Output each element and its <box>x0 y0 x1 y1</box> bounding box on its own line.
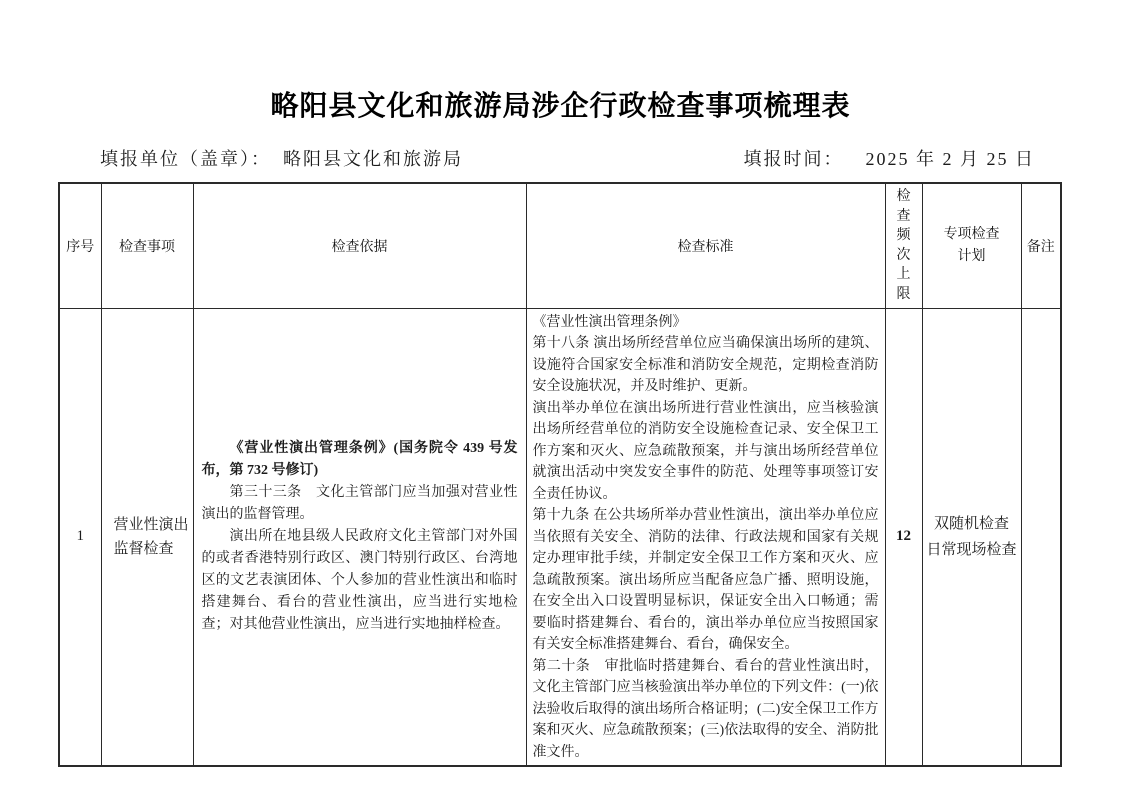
table-header-row <box>59 183 1061 308</box>
standard-paragraphs: 《营业性演出管理条例》 第十八条 演出场所经营单位应当确保演出场所的建筑、设施符合国家安全标准和消防安全规范，定期检查消防安全设施状况，并及时维护、更新。 演出举办单位在演出场所进行营业性演出，应当核验演出场所经营单位的消防安全设施检查记录、安全保卫工作方案和灭火、应急疏散预案，并与演出场所经营单位就演出活动中突发安全事件的防范、处理等事项签订安全责任协议。 第十九条 在公共场所举办营业性演出，演出举办单位应当依照有关安全、消防的法律、行政法规和国家有关规定办理审批手续，并制定安全保卫工作方案和灭火、应急疏散预案。演出场所应当配备应急广播、照明设施，在安全出入口设置明显标识，保证安全出入口畅通；需要临时搭建舞台、看台的，演出举办单位应当按照国家有关安全标准搭建舞台、看台，确保安全。 第二十条 审批临时搭建舞台、看台的营业性演出时，文化主管部门应当核验演出举办单位的下列文件：(一)依法验收后取得的演出场所合格证明；(二)安全保卫工作方案和灭火、应急疏散预案；(三)依法取得的安全、消防批准文件。 <box>532 314 879 760</box>
cell-inspection-basis <box>193 308 526 766</box>
cell-row-index: 1 <box>59 308 101 766</box>
page-title: 略阳县文化和旅游局涉企行政检查事项梳理表 <box>270 90 851 121</box>
basis-paragraphs: 第三十三条 文化主管部门应当加强对营业性演出的监督管理。 演出所在地县级人民政府文化主管部门对外国的或者香港特别行政区、澳门特别行政区、台湾地区的文艺表演团体、个人参加的营业性演出和临时搭建舞台、看台的营业性演出，应当进行实地检查；对其他营业性演出，应当进行实地抽样检查。 <box>201 484 518 632</box>
cell-inspection-standard <box>526 308 885 766</box>
col-header-index: 序号 <box>59 183 101 308</box>
col-header-remark: 备注 <box>1021 183 1061 308</box>
plan-lines: 双随机检查 日常现场检查 <box>926 515 1017 558</box>
cell-inspection-item: 营业性演出监督检查 <box>101 308 193 766</box>
col-header-frequency-limit: 检查频次上限 <box>885 183 922 308</box>
cell-special-plan <box>922 308 1021 766</box>
basis-regulation-title: 《营业性演出管理条例》(国务院令 439 号发布，第 732 号修订) <box>201 440 518 478</box>
reporting-time-value: 2025 年 2 月 25 日 <box>865 149 1035 169</box>
inspection-items-table <box>58 182 1062 767</box>
reporting-time <box>744 145 1036 171</box>
col-header-item: 检查事项 <box>101 183 193 308</box>
meta-row <box>100 145 1035 171</box>
reporting-unit <box>100 145 463 171</box>
reporting-unit-value: 略阳县文化和旅游局 <box>283 149 463 169</box>
col-header-standard: 检查标准 <box>526 183 885 308</box>
reporting-unit-label: 填报单位（盖章）： <box>100 149 271 169</box>
cell-frequency-limit: 12 <box>885 308 922 766</box>
table-row <box>59 308 1061 766</box>
col-header-basis: 检查依据 <box>193 183 526 308</box>
reporting-time-label: 填报时间： <box>743 149 844 169</box>
col-header-special-plan: 专项检查计划 <box>922 183 1021 308</box>
cell-remark <box>1021 308 1061 766</box>
